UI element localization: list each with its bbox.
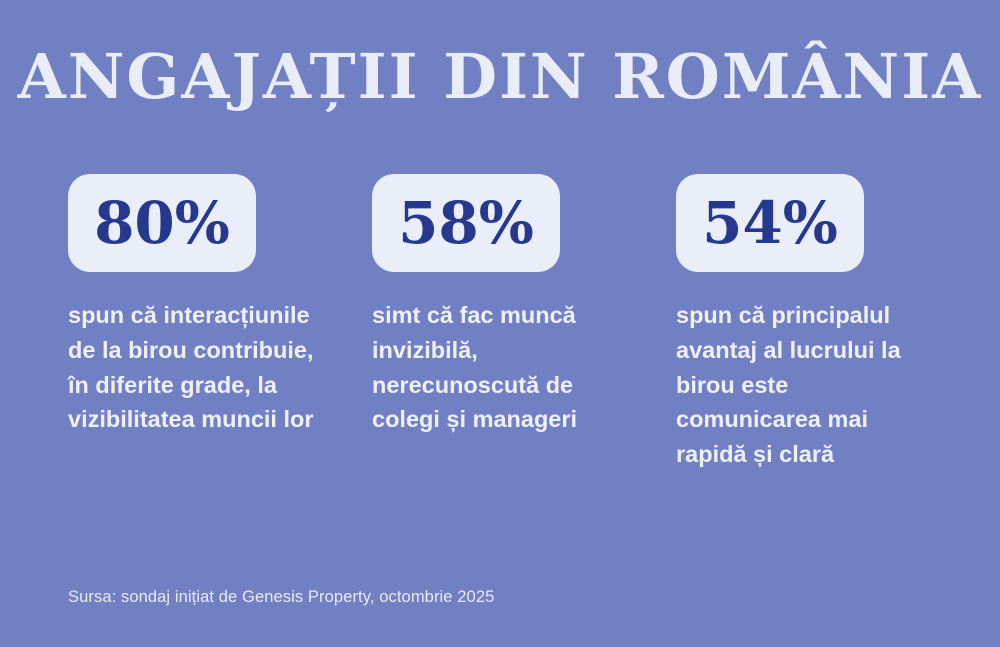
stat-description: spun că principalul avantaj al lucrului la birou este comunicarea mai rapidă și clară	[676, 302, 901, 468]
source-note: Sursa: sondaj inițiat de Genesis Property, octombrie 2025	[68, 588, 495, 606]
stat-value-card	[372, 174, 560, 272]
stat-value: 58%	[398, 189, 534, 257]
stat-item	[676, 174, 931, 472]
stat-value: 54%	[702, 189, 838, 257]
stat-item	[372, 174, 627, 472]
stats-row	[68, 174, 932, 472]
stat-item	[68, 174, 323, 472]
stat-value-card	[676, 174, 864, 272]
stat-description: simt că fac muncă invizibilă, nerecunoscută de colegi și manageri	[372, 302, 578, 433]
page-title: ANGAJAȚII DIN ROMÂNIA	[17, 40, 983, 113]
stat-description: spun că interacțiunile de la birou contribuie, în diferite grade, la vizibilitatea muncii lor	[68, 302, 314, 433]
stat-value-card	[68, 174, 256, 272]
stat-value: 80%	[94, 189, 230, 257]
